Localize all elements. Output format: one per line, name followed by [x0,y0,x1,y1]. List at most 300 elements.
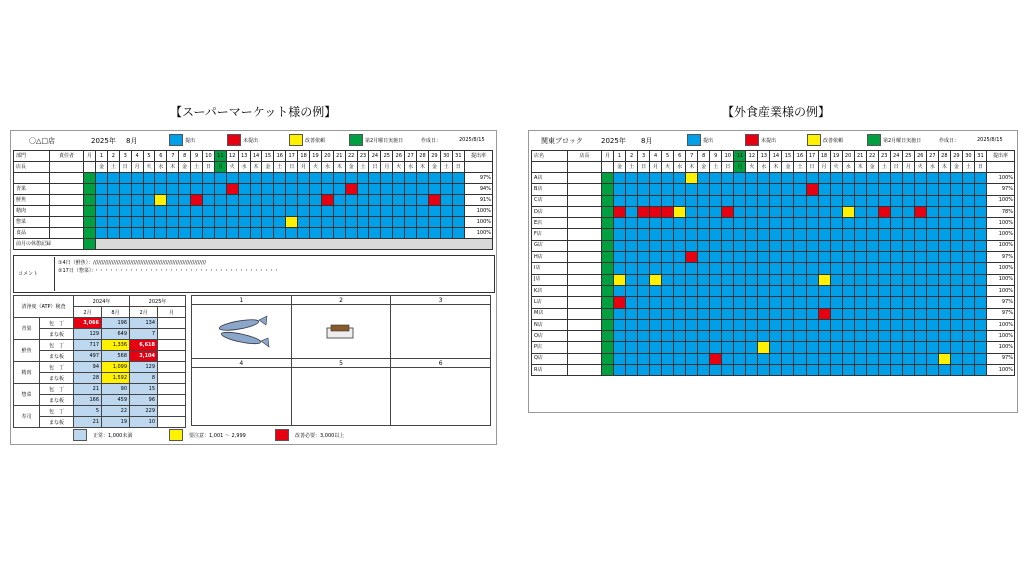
weekday-header: 月 [734,162,746,173]
weekday-header: 日 [369,162,381,173]
manager-cell [568,218,602,229]
row-label-blank [532,162,568,173]
status-cell [686,353,698,364]
status-cell [770,353,782,364]
supermarket-sheet [10,130,497,445]
status-cell [974,342,986,353]
status-cell [890,218,902,229]
status-cell [734,229,746,240]
status-cell [818,218,830,229]
status-cell [722,184,734,195]
status-cell [878,184,890,195]
weekday-header: 金 [698,162,710,173]
status-cell [698,195,710,206]
status-cell [369,217,381,228]
legend-improve-need: 改善必要：3,000以上 [295,433,345,439]
status-cell [962,195,974,206]
month-cell [84,162,96,173]
status-cell [203,217,215,228]
status-cell [286,184,298,195]
status-cell [878,218,890,229]
status-cell [203,184,215,195]
weekday-header: 日 [203,162,215,173]
status-cell [440,206,452,217]
weekday-header: 水 [758,162,770,173]
submission-rate: 100% [987,319,1015,330]
status-cell [746,218,758,229]
status-cell [782,319,794,330]
status-cell [417,228,429,239]
row-label: 鮮魚 [14,195,50,206]
status-cell [614,218,626,229]
status-cell [926,173,938,184]
status-cell [369,195,381,206]
status-cell [794,229,806,240]
status-cell [746,240,758,251]
status-cell [321,206,333,217]
status-cell [626,308,638,319]
weekday-header: 火 [393,162,405,173]
status-cell [974,297,986,308]
status-cell [381,184,393,195]
status-cell [698,319,710,330]
status-cell [650,297,662,308]
row-label: A店 [532,173,568,184]
status-cell [650,240,662,251]
status-cell [722,218,734,229]
atp-item: 包 丁 [40,362,74,373]
day-header: 10 [722,151,734,162]
day-header: 22 [345,151,357,162]
status-cell [974,184,986,195]
atp-value: 15 [130,384,158,395]
status-cell [842,331,854,342]
status-cell [650,285,662,296]
status-cell [734,319,746,330]
row-label: 精肉 [14,206,50,217]
status-cell [842,218,854,229]
status-cell [662,285,674,296]
status-cell [890,308,902,319]
weekday-header: 水 [238,162,250,173]
submission-rate: 100% [987,229,1015,240]
status-cell [298,228,310,239]
status-cell [274,228,286,239]
atp-dept: 惣菜 [14,384,40,406]
manager-cell [568,285,602,296]
status-cell [830,297,842,308]
status-cell [686,331,698,342]
status-cell [770,240,782,251]
status-cell [902,184,914,195]
status-cell [298,195,310,206]
comment-line-1: ①4日（鮮魚）：/////////////////////////////////////////////////////////////////// [58,260,207,266]
status-cell [830,240,842,251]
prev-month-label: 前月の休憩記録 [14,239,84,250]
status-cell [758,297,770,308]
status-cell [167,206,179,217]
status-cell [357,195,369,206]
store-name: 〇△□店 [29,137,55,145]
status-cell [662,252,674,263]
status-cell [710,353,722,364]
photo-label-6: 6 [391,359,491,368]
status-cell [962,331,974,342]
status-cell [962,285,974,296]
submission-rate: 100% [987,195,1015,206]
month-cell [602,297,614,308]
month-cell [602,195,614,206]
status-cell [626,206,638,217]
weekday-header: 火 [746,162,758,173]
row-label: H店 [532,252,568,263]
row-label: 店長 [14,162,50,173]
status-cell [650,229,662,240]
status-cell [722,297,734,308]
status-cell [710,229,722,240]
status-cell [890,206,902,217]
status-cell [662,274,674,285]
status-cell [686,240,698,251]
status-cell [962,206,974,217]
status-cell [614,195,626,206]
photo-label-5: 5 [291,359,391,368]
month-cell [84,206,96,217]
status-cell [650,331,662,342]
day-header: 14 [250,151,262,162]
status-cell [417,173,429,184]
status-cell [710,319,722,330]
weekday-header: 火 [226,162,238,173]
atp-value: 8 [130,373,158,384]
status-cell [854,297,866,308]
weekday-header: 月 [298,162,310,173]
legend-not-submitted: 未提出 [761,138,777,144]
status-cell [866,274,878,285]
status-cell [626,274,638,285]
status-cell [746,353,758,364]
status-cell [758,342,770,353]
status-cell [794,206,806,217]
status-cell [734,308,746,319]
status-cell [381,173,393,184]
photo-4 [192,368,292,426]
status-cell [938,252,950,263]
weekday-header: 金 [179,162,191,173]
status-cell [950,274,962,285]
day-header: 1 [96,151,108,162]
status-cell [794,218,806,229]
status-cell [794,353,806,364]
status-cell [710,342,722,353]
month-cell [602,184,614,195]
status-cell [734,274,746,285]
status-cell [950,173,962,184]
day-header: 20 [842,151,854,162]
status-cell [818,365,830,376]
status-cell [962,353,974,364]
status-cell [638,365,650,376]
day-header: 4 [650,151,662,162]
weekday-header: 木 [854,162,866,173]
status-cell [746,285,758,296]
status-cell [614,353,626,364]
manager-cell [568,162,602,173]
status-cell [238,195,250,206]
status-cell [143,228,155,239]
status-cell [806,274,818,285]
day-header: 30 [962,151,974,162]
status-cell [950,308,962,319]
photo-1 [192,305,292,359]
col-header-rate: 提出率 [465,151,493,162]
photo-grid [191,295,491,426]
status-cell [758,308,770,319]
status-cell [950,195,962,206]
status-cell [686,195,698,206]
status-cell [806,218,818,229]
day-header: 13 [758,151,770,162]
status-cell [974,365,986,376]
atp-value: 649 [102,329,130,340]
day-header: 15 [782,151,794,162]
atp-value [158,351,186,362]
month-cell [602,274,614,285]
status-cell [974,274,986,285]
status-cell [914,319,926,330]
status-cell [854,308,866,319]
status-cell [650,274,662,285]
status-cell [854,240,866,251]
status-cell [710,285,722,296]
day-header: 28 [938,151,950,162]
status-cell [710,365,722,376]
status-cell [638,263,650,274]
status-cell [806,240,818,251]
status-cell [854,206,866,217]
status-cell [119,184,131,195]
status-cell [782,218,794,229]
status-cell [854,263,866,274]
status-cell [310,228,322,239]
submission-rate: 100% [987,240,1015,251]
status-cell [405,206,417,217]
weekday-header: 水 [926,162,938,173]
status-cell [452,206,464,217]
status-cell [155,228,167,239]
atp-value [158,384,186,395]
status-cell [638,353,650,364]
status-cell [638,195,650,206]
status-cell [962,319,974,330]
status-cell [250,228,262,239]
status-cell [626,285,638,296]
status-cell [854,274,866,285]
status-cell [914,195,926,206]
manager-cell [50,195,84,206]
status-cell [710,297,722,308]
month-cell [602,308,614,319]
status-cell [167,217,179,228]
status-cell [806,308,818,319]
status-cell [974,263,986,274]
month-cell [602,342,614,353]
status-cell [770,252,782,263]
day-header: 26 [393,151,405,162]
manager-cell [568,229,602,240]
status-cell [818,319,830,330]
status-cell [794,365,806,376]
status-cell [830,195,842,206]
status-cell [262,195,274,206]
status-cell [662,184,674,195]
status-cell [926,218,938,229]
manager-cell [50,173,84,184]
day-header: 25 [902,151,914,162]
status-cell [722,252,734,263]
status-cell [674,229,686,240]
status-cell [638,274,650,285]
status-cell [698,308,710,319]
status-cell [674,274,686,285]
status-cell [914,365,926,376]
status-cell [842,365,854,376]
status-cell [782,365,794,376]
status-cell [321,173,333,184]
photo-6 [391,368,491,426]
atp-legend [13,429,493,441]
year-label: 2025年 [601,137,626,145]
status-cell [890,331,902,342]
status-cell [214,184,226,195]
status-cell [962,263,974,274]
status-cell [698,263,710,274]
status-cell [794,331,806,342]
status-cell [806,331,818,342]
status-cell [782,240,794,251]
weekday-header: 土 [274,162,286,173]
status-cell [938,184,950,195]
status-cell [626,240,638,251]
status-cell [782,353,794,364]
atp-value: 459 [102,395,130,406]
status-cell [345,195,357,206]
day-header: 2 [626,151,638,162]
status-cell [650,342,662,353]
status-cell [926,342,938,353]
status-cell [866,353,878,364]
manager-cell [568,263,602,274]
status-cell [902,218,914,229]
status-cell [310,206,322,217]
status-cell [662,308,674,319]
status-cell [686,319,698,330]
day-header: 13 [238,151,250,162]
status-cell [758,285,770,296]
status-cell [143,173,155,184]
status-cell [638,173,650,184]
status-cell [428,195,440,206]
created-date: 2025/8/15 [977,137,1003,143]
status-cell [854,173,866,184]
weekday-header: 月 [214,162,226,173]
status-cell [830,285,842,296]
status-cell [686,173,698,184]
day-header: 24 [369,151,381,162]
row-label-blank [14,173,50,184]
atp-value [158,318,186,329]
status-cell [131,195,143,206]
atp-value: 10 [130,417,158,428]
weekday-header: 木 [333,162,345,173]
status-cell [614,331,626,342]
status-cell [890,319,902,330]
status-cell [950,263,962,274]
status-cell [710,218,722,229]
status-cell [626,173,638,184]
status-cell [626,342,638,353]
status-cell [333,173,345,184]
legend-not-submitted: 未提出 [243,138,259,144]
atp-value: 1,336 [102,340,130,351]
status-cell [155,173,167,184]
status-cell [214,195,226,206]
weekday-header: 金 [950,162,962,173]
status-cell [674,218,686,229]
status-cell [854,285,866,296]
atp-dept: 鮮魚 [14,340,40,362]
status-cell [686,285,698,296]
status-cell [866,173,878,184]
status-cell [119,217,131,228]
status-cell [226,173,238,184]
status-cell [638,342,650,353]
status-cell [794,195,806,206]
status-cell [782,263,794,274]
day-header: 17 [286,151,298,162]
status-cell [902,353,914,364]
status-cell [662,342,674,353]
status-cell [818,240,830,251]
weekday-header: 金 [614,162,626,173]
status-cell [119,173,131,184]
status-cell [155,184,167,195]
status-cell [179,217,191,228]
status-cell [902,319,914,330]
day-header: 23 [878,151,890,162]
status-cell [722,285,734,296]
status-cell [782,184,794,195]
status-cell [830,173,842,184]
status-cell [638,252,650,263]
status-cell [806,195,818,206]
status-cell [428,217,440,228]
status-cell [662,353,674,364]
month-cell [602,252,614,263]
status-cell [842,342,854,353]
status-cell [710,331,722,342]
manager-cell [568,365,602,376]
legend-second-sat-swatch [867,134,881,146]
legend-improve-swatch [807,134,821,146]
status-cell [878,240,890,251]
status-cell [650,365,662,376]
status-cell [119,206,131,217]
atp-value [158,406,186,417]
status-cell [794,240,806,251]
row-label: F店 [532,229,568,240]
status-cell [974,308,986,319]
